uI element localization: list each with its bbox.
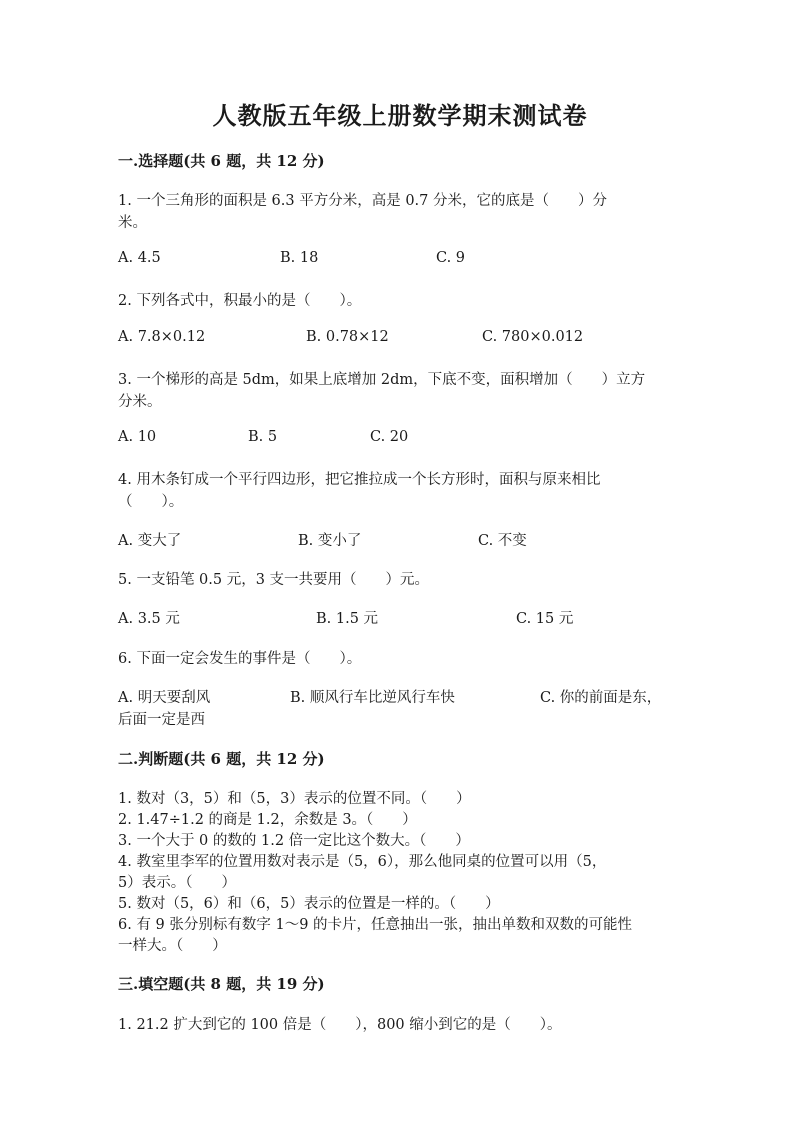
question-6-option-a: A. 明天要刮风 — [118, 690, 211, 706]
judge-line: 一样大。（ ） — [118, 938, 227, 954]
question-5-option-b: B. 1.5 元 — [316, 611, 379, 627]
judge-line: 6. 有 9 张分别标有数字 1～9 的卡片，任意抽出一张，抽出单数和双数的可能性 — [118, 917, 633, 933]
question-4-text: 4. 用木条钉成一个平行四边形，把它推拉成一个长方形时，面积与原来相比 — [118, 472, 601, 488]
question-2-option-c: C. 780×0.012 — [482, 329, 584, 345]
section-heading-fill: 三.填空题(共 8 题，共 19 分) — [118, 975, 325, 993]
question-6-option-b: B. 顺风行车比逆风行车快 — [290, 690, 455, 706]
judge-line: 3. 一个大于 0 的数的 1.2 倍一定比这个数大。（ ） — [118, 833, 470, 849]
question-1-text: 1. 一个三角形的面积是 6.3 平方分米，高是 0.7 分米，它的底是（ ）分 — [118, 193, 607, 209]
judge-line: 1. 数对（3，5）和（5，3）表示的位置不同。（ ） — [118, 791, 471, 807]
judge-line: 5. 数对（5，6）和（6，5）表示的位置是一样的。（ ） — [118, 896, 500, 912]
question-5-option-a: A. 3.5 元 — [118, 611, 180, 627]
question-2-option-b: B. 0.78×12 — [306, 329, 389, 345]
question-4-option-a: A. 变大了 — [118, 533, 182, 549]
question-5-option-c: C. 15 元 — [516, 611, 574, 627]
question-3-option-c: C. 20 — [370, 429, 409, 445]
section-heading-judge: 二.判断题(共 6 题，共 12 分) — [118, 750, 325, 768]
question-6-text: 6. 下面一定会发生的事件是（ ）。 — [118, 651, 362, 667]
question-3-option-a: A. 10 — [118, 429, 157, 445]
question-1-option-b: B. 18 — [280, 250, 319, 266]
question-3-option-b: B. 5 — [248, 429, 278, 445]
question-1-option-c: C. 9 — [436, 250, 466, 266]
judge-line: 4. 教室里李军的位置用数对表示是（5，6），那么他同桌的位置可以用（5， — [118, 854, 607, 870]
question-4-option-c: C. 不变 — [478, 533, 527, 549]
question-3-text-cont: 分米。 — [118, 394, 162, 410]
section-heading-choice: 一.选择题(共 6 题，共 12 分) — [118, 152, 325, 170]
question-4-option-b: B. 变小了 — [298, 533, 362, 549]
exam-title: 人教版五年级上册数学期末测试卷 — [212, 101, 588, 130]
question-6-option-c-cont: 后面一定是西 — [118, 712, 205, 728]
question-6-option-c: C. 你的前面是东， — [540, 690, 662, 706]
question-3-text: 3. 一个梯形的高是 5dm，如果上底增加 2dm，下底不变，面积增加（ ）立方 — [118, 372, 646, 388]
question-5-text: 5. 一支铅笔 0.5 元，3 支一共要用（ ）元。 — [118, 572, 430, 588]
fill-line: 1. 21.2 扩大到它的 100 倍是（ ），800 缩小到它的是（ ）。 — [118, 1017, 562, 1033]
judge-line: 5）表示。（ ） — [118, 875, 236, 891]
judge-line: 2. 1.47÷1.2 的商是 1.2，余数是 3。（ ） — [118, 812, 417, 828]
question-2-option-a: A. 7.8×0.12 — [118, 329, 206, 345]
question-2-text: 2. 下列各式中，积最小的是（ ）。 — [118, 293, 362, 309]
question-4-text-cont: （ ）。 — [118, 494, 184, 510]
question-1-text-cont: 米。 — [118, 215, 147, 231]
question-1-option-a: A. 4.5 — [118, 250, 161, 266]
